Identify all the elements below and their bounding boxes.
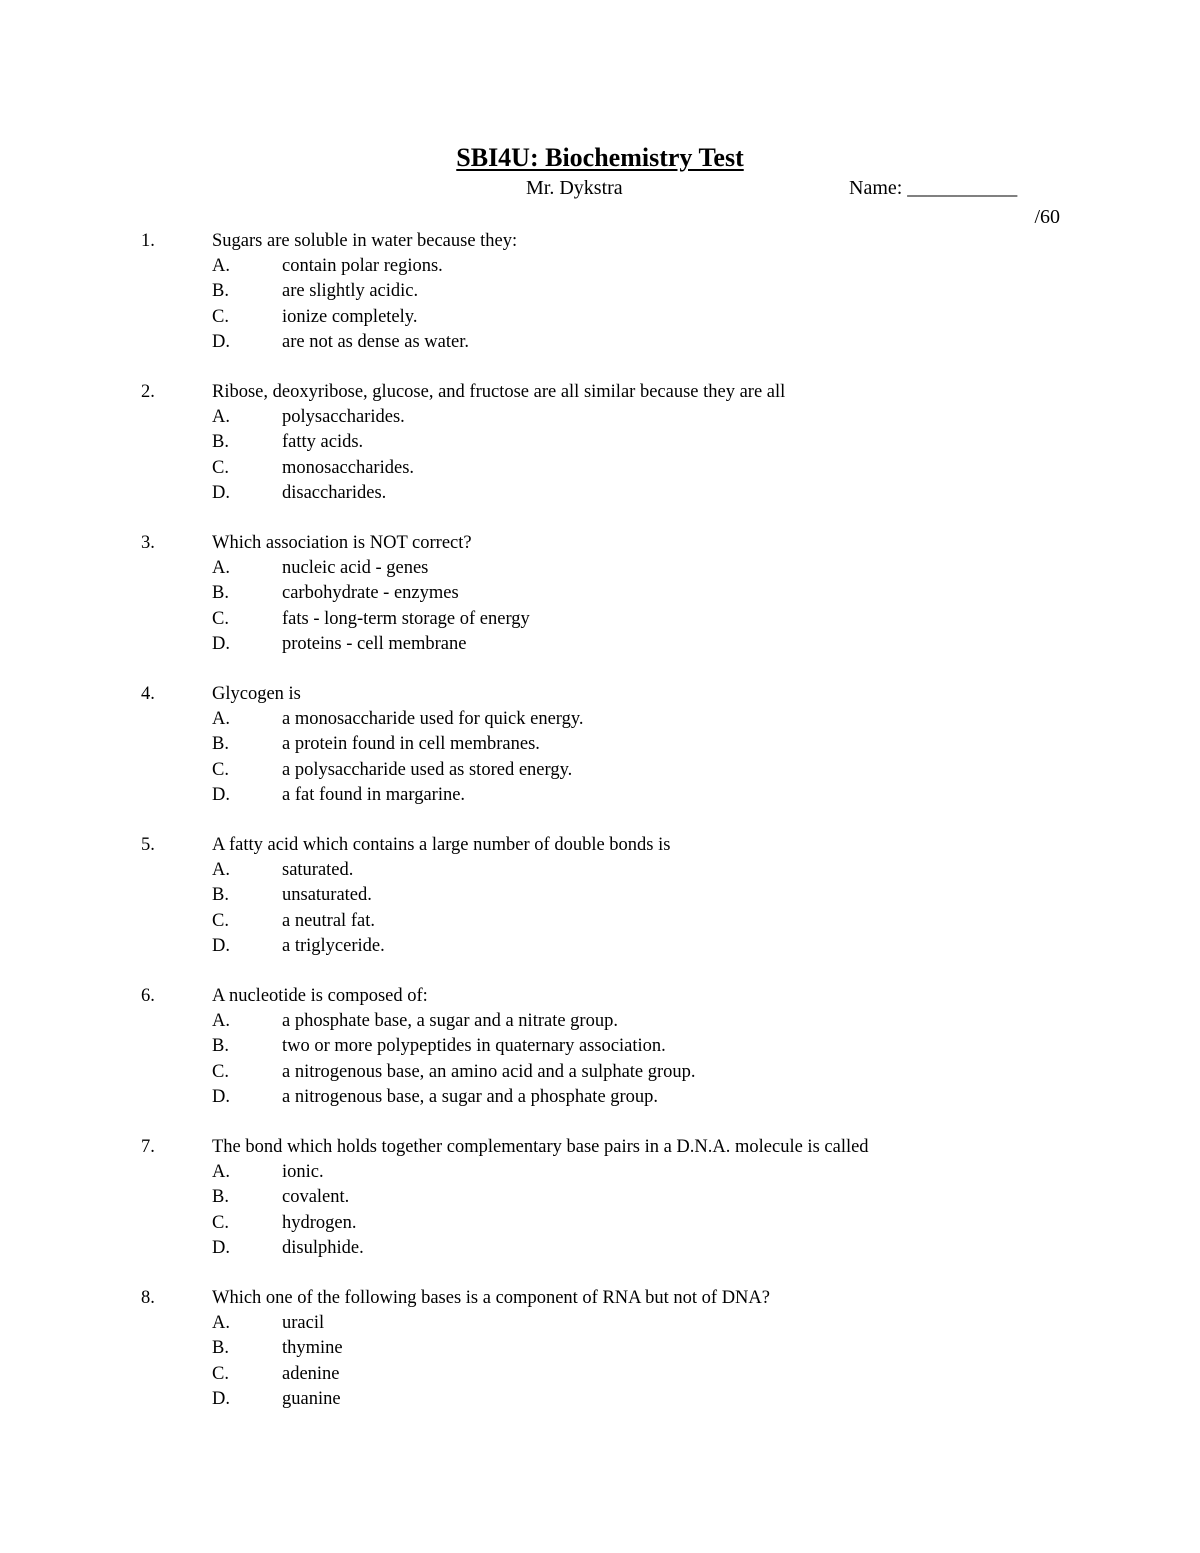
- option-text: are slightly acidic.: [282, 281, 419, 302]
- option-text: a protein found in cell membranes.: [282, 734, 540, 755]
- answer-option: [0, 1009, 1200, 1034]
- option-label: A.: [212, 256, 230, 277]
- answer-option: [0, 1060, 1200, 1085]
- answer-option: [0, 254, 1200, 279]
- option-label: B.: [212, 583, 229, 604]
- option-label: B.: [212, 1036, 229, 1057]
- option-label: B.: [212, 1187, 229, 1208]
- question-stem: [0, 380, 1200, 405]
- option-text: fats - long-term storage of energy: [282, 608, 530, 629]
- option-text: are not as dense as water.: [282, 331, 469, 352]
- question-text: Sugars are soluble in water because they:: [212, 231, 518, 251]
- answer-option: [0, 305, 1200, 330]
- answer-option: [0, 1336, 1200, 1361]
- option-label: B.: [212, 281, 229, 302]
- question-number: 1.: [141, 231, 155, 251]
- answer-option: [0, 1387, 1200, 1412]
- option-text: carbohydrate - enzymes: [282, 583, 459, 604]
- option-text: ionic.: [282, 1162, 324, 1183]
- question-stem: [0, 1135, 1200, 1160]
- option-text: unsaturated.: [282, 885, 372, 906]
- question-text: Ribose, deoxyribose, glucose, and fructose are all similar because they are all: [212, 382, 786, 402]
- option-label: D.: [212, 1086, 230, 1107]
- answer-option: [0, 883, 1200, 908]
- option-label: C.: [212, 1061, 229, 1082]
- student-name-field: Name: ___________: [849, 177, 1018, 199]
- option-label: A.: [212, 407, 230, 428]
- answer-option: [0, 481, 1200, 506]
- answer-option: [0, 405, 1200, 430]
- option-label: C.: [212, 1212, 229, 1233]
- option-label: A.: [212, 558, 230, 579]
- question-list: [0, 229, 1200, 1437]
- answer-option: [0, 783, 1200, 808]
- option-label: D.: [212, 1388, 230, 1409]
- option-text: adenine: [282, 1363, 340, 1384]
- option-text: disaccharides.: [282, 482, 387, 503]
- answer-option: [0, 556, 1200, 581]
- option-label: A.: [212, 860, 230, 881]
- answer-option: [0, 581, 1200, 606]
- answer-option: [0, 1311, 1200, 1336]
- option-label: D.: [212, 482, 230, 503]
- answer-option: [0, 934, 1200, 959]
- answer-option: [0, 279, 1200, 304]
- answer-option: [0, 858, 1200, 883]
- test-title-text: SBI4U: Biochemistry Test: [456, 143, 744, 172]
- option-text: uracil: [282, 1313, 325, 1334]
- option-label: C.: [212, 306, 229, 327]
- answer-option: [0, 909, 1200, 934]
- option-label: D.: [212, 935, 230, 956]
- question-item: [0, 229, 1200, 380]
- answer-option: [0, 1211, 1200, 1236]
- option-text: thymine: [282, 1338, 343, 1359]
- question-stem: [0, 531, 1200, 556]
- option-text: guanine: [282, 1388, 341, 1409]
- option-label: A.: [212, 1011, 230, 1032]
- option-label: C.: [212, 910, 229, 931]
- option-text: polysaccharides.: [282, 407, 405, 428]
- teacher-name: Mr. Dykstra: [526, 177, 623, 199]
- question-text: A fatty acid which contains a large number of double bonds is: [212, 835, 671, 855]
- question-item: [0, 380, 1200, 531]
- option-text: a polysaccharide used as stored energy.: [282, 759, 573, 780]
- answer-option: [0, 607, 1200, 632]
- option-label: A.: [212, 1313, 230, 1334]
- question-stem: [0, 682, 1200, 707]
- answer-option: [0, 632, 1200, 657]
- question-stem: [0, 229, 1200, 254]
- answer-option: [0, 1362, 1200, 1387]
- option-text: a phosphate base, a sugar and a nitrate group.: [282, 1011, 618, 1032]
- answer-option: [0, 707, 1200, 732]
- question-text: Which association is NOT correct?: [212, 533, 472, 553]
- answer-option: [0, 330, 1200, 355]
- question-item: [0, 682, 1200, 833]
- question-number: 8.: [141, 1288, 155, 1308]
- option-label: A.: [212, 1162, 230, 1183]
- answer-option: [0, 430, 1200, 455]
- question-stem: [0, 1286, 1200, 1311]
- question-stem: [0, 984, 1200, 1009]
- option-text: two or more polypeptides in quaternary association.: [282, 1036, 666, 1057]
- option-label: C.: [212, 457, 229, 478]
- option-label: D.: [212, 331, 230, 352]
- option-text: saturated.: [282, 860, 354, 881]
- option-text: a fat found in margarine.: [282, 784, 466, 805]
- answer-option: [0, 732, 1200, 757]
- option-text: a neutral fat.: [282, 910, 375, 931]
- option-label: B.: [212, 885, 229, 906]
- answer-option: [0, 1034, 1200, 1059]
- answer-option: [0, 1236, 1200, 1261]
- option-text: a nitrogenous base, a sugar and a phosphate group.: [282, 1086, 659, 1107]
- answer-option: [0, 456, 1200, 481]
- option-text: a triglyceride.: [282, 935, 385, 956]
- question-text: Glycogen is: [212, 684, 301, 704]
- option-label: B.: [212, 432, 229, 453]
- option-text: a monosaccharide used for quick energy.: [282, 709, 584, 730]
- option-label: D.: [212, 633, 230, 654]
- option-label: C.: [212, 1363, 229, 1384]
- option-text: monosaccharides.: [282, 457, 415, 478]
- answer-option: [0, 1160, 1200, 1185]
- option-label: D.: [212, 784, 230, 805]
- option-text: proteins - cell membrane: [282, 633, 467, 654]
- option-text: hydrogen.: [282, 1212, 357, 1233]
- question-number: 4.: [141, 684, 155, 704]
- option-label: A.: [212, 709, 230, 730]
- option-label: C.: [212, 759, 229, 780]
- question-text: A nucleotide is composed of:: [212, 986, 428, 1006]
- answer-option: [0, 1185, 1200, 1210]
- option-text: fatty acids.: [282, 432, 364, 453]
- option-text: a nitrogenous base, an amino acid and a sulphate group.: [282, 1061, 696, 1082]
- option-text: contain polar regions.: [282, 256, 443, 277]
- question-number: 6.: [141, 986, 155, 1006]
- option-label: C.: [212, 608, 229, 629]
- option-text: nucleic acid - genes: [282, 558, 429, 579]
- option-text: disulphide.: [282, 1237, 364, 1258]
- question-number: 3.: [141, 533, 155, 553]
- total-score: /60: [1034, 206, 1060, 228]
- question-text: Which one of the following bases is a component of RNA but not of DNA?: [212, 1288, 770, 1308]
- question-number: 7.: [141, 1137, 155, 1157]
- question-item: [0, 1286, 1200, 1437]
- question-text: The bond which holds together complementary base pairs in a D.N.A. molecule is called: [212, 1137, 869, 1157]
- question-stem: [0, 833, 1200, 858]
- test-title: [0, 142, 1200, 174]
- question-item: [0, 1135, 1200, 1286]
- question-number: 2.: [141, 382, 155, 402]
- option-label: B.: [212, 734, 229, 755]
- question-item: [0, 531, 1200, 682]
- question-item: [0, 984, 1200, 1135]
- question-number: 5.: [141, 835, 155, 855]
- option-text: ionize completely.: [282, 306, 418, 327]
- question-item: [0, 833, 1200, 984]
- option-label: B.: [212, 1338, 229, 1359]
- option-label: D.: [212, 1237, 230, 1258]
- answer-option: [0, 1085, 1200, 1110]
- option-text: covalent.: [282, 1187, 350, 1208]
- answer-option: [0, 758, 1200, 783]
